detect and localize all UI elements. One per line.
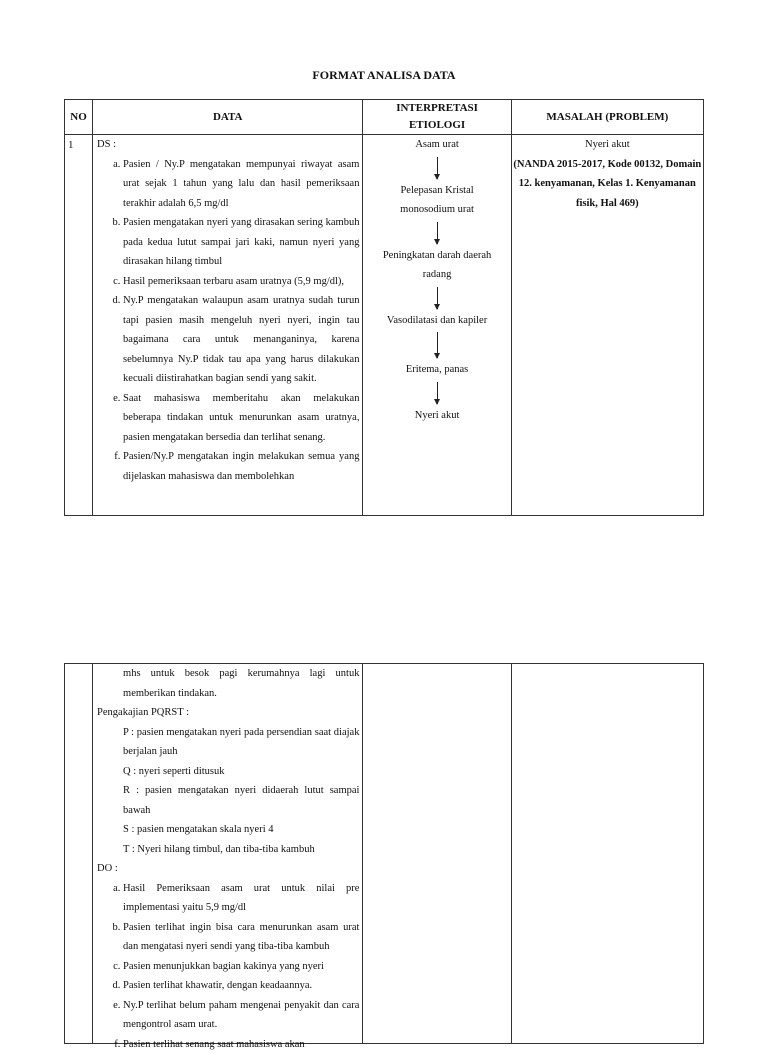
list-item: e. Ny.P terlihat belum paham mengenai penyakit dan cara mengontrol asam urat. [123,996,359,1035]
header-interpretasi-line2: ETIOLOGI [409,119,465,131]
pqrst-label: Pengakajian PQRST : [97,703,359,723]
list-item: S : pasien mengatakan skala nyeri 4 [123,820,359,840]
etiology-step: Vasodilatasi dan kapiler [363,311,510,331]
list-item: b. Pasien terlihat ingin bisa cara menurunkan asam urat dan mengatasi nyeri sendi yang tiba-tiba kambuh [123,918,359,957]
data-cell [93,135,363,516]
masalah-cell-empty [511,664,703,1044]
pqrst-list [97,723,359,860]
list-item: P : pasien mengatakan nyeri pada persendian saat diajak berjalan jauh [123,723,359,762]
etiology-step: Pelepasan Kristal monosodium urat [363,181,510,220]
row-number-empty [65,664,93,1044]
do-list [97,879,359,1054]
list-item: R : pasien mengatakan nyeri didaerah lutut sampai bawah [123,781,359,820]
table-row [65,135,704,516]
masalah-title: Nyeri akut [512,135,703,155]
list-item: c. Hasil pemeriksaan terbaru asam uratnya (5,9 mg/dl), [123,272,359,292]
interpretasi-cell-empty [363,664,511,1044]
header-data: DATA [93,100,363,135]
list-item: a. Pasien / Ny.P mengatakan mempunyai riwayat asam urat sejak 1 tahun yang lalu dan hasil pemeriksaan terakhir adalah 6,5 mg/dl [123,155,359,214]
table-row [65,664,704,1044]
list-item: e. Saat mahasiswa memberitahu akan melakukan beberapa tindakan untuk menurunkan asam uratnya, pasien mengatakan bersedia dan terlihat senang. [123,389,359,448]
row-number: 1 [65,135,93,516]
table-header-row [65,100,704,135]
list-item: b. Pasien mengatakan nyeri yang dirasakan sering kambuh pada kedua lutut sampai jari kaki, namun nyeri yang dirasakan hilang timbul [123,213,359,272]
etiology-step: Asam urat [363,135,510,155]
list-item: T : Nyeri hilang timbul, dan tiba-tiba kambuh [123,840,359,860]
list-item: d. Ny.P mengatakan walaupun asam uratnya sudah turun tapi pasien masih mengeluh nyeri nyeri, ingin tau bagaimana cara untuk menanganinya, karena sebelumnya Ny.P tidak tau apa yang harus dilakukan kecuali diistirahatkan bagian sendi yang sakit. [123,291,359,389]
arrow-down-icon [437,222,438,244]
analysis-table-page1 [64,99,704,516]
header-interpretasi [363,100,511,135]
header-no: NO [65,100,93,135]
list-item: f. Pasien terlihat senang saat mahasiswa akan [123,1035,359,1054]
list-item: a. Hasil Pemeriksaan asam urat untuk nilai pre implementasi yaitu 5,9 mg/dl [123,879,359,918]
arrow-down-icon [437,287,438,309]
interpretasi-cell [363,135,511,516]
arrow-down-icon [437,382,438,404]
continuation-text: mhs untuk besok pagi kerumahnya lagi untuk memberikan tindakan. [97,664,359,703]
analysis-table-page2 [64,663,704,1044]
header-interpretasi-line1: INTERPRETASI [396,102,478,114]
etiology-step: Eritema, panas [363,360,510,380]
arrow-down-icon [437,157,438,179]
ds-label: DS : [97,135,359,155]
list-item: Q : nyeri seperti ditusuk [123,762,359,782]
page-title: FORMAT ANALISA DATA [0,68,768,83]
arrow-down-icon [437,332,438,358]
masalah-cell [511,135,703,516]
etiology-step: Nyeri akut [363,406,510,426]
header-masalah: MASALAH (PROBLEM) [511,100,703,135]
masalah-reference: (NANDA 2015-2017, Kode 00132, Domain 12. kenyamanan, Kelas 1. Kenyamanan fisik, Hal 469) [512,155,703,214]
etiology-step: Peningkatan darah daerah radang [363,246,510,285]
do-label: DO : [97,859,359,879]
list-item: d. Pasien terlihat khawatir, dengan keadaannya. [123,976,359,996]
ds-list [97,155,359,487]
list-item: c. Pasien menunjukkan bagian kakinya yang nyeri [123,957,359,977]
data-cell-continued [93,664,363,1044]
list-item: f. Pasien/Ny.P mengatakan ingin melakukan semua yang dijelaskan mahasiswa dan membolehkan [123,447,359,486]
